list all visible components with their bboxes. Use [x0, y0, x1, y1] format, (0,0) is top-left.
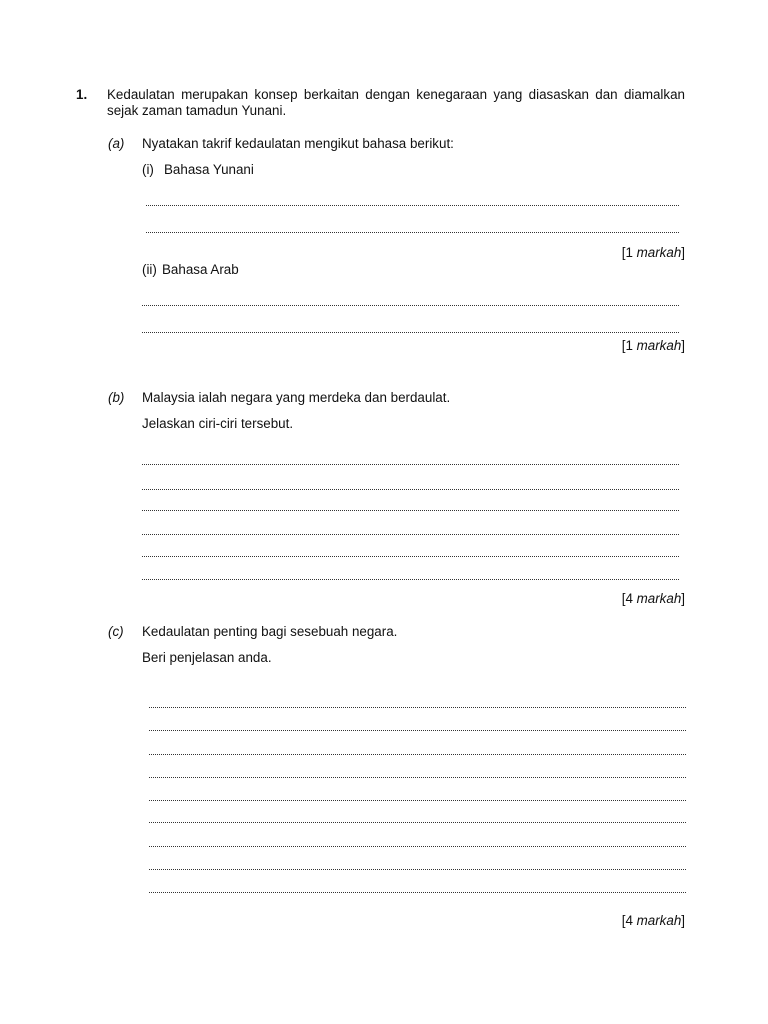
answer-line-b-1[interactable]: [142, 464, 679, 465]
sub-i-label: (i): [142, 162, 154, 177]
answer-line-b-6[interactable]: [142, 579, 679, 580]
marks-c: [4 markah]: [621, 913, 685, 928]
answer-line-c-1[interactable]: [149, 707, 686, 708]
part-a-prompt: Nyatakan takrif kedaulatan mengikut bahasa berikut:: [142, 136, 454, 151]
answer-line-c-7[interactable]: [149, 846, 686, 847]
question-number: 1.: [76, 87, 88, 102]
answer-line-a-ii-2[interactable]: [142, 332, 679, 333]
part-a-label: (a): [108, 136, 125, 151]
sub-i-text: Bahasa Yunani: [164, 162, 254, 177]
answer-line-c-5[interactable]: [149, 800, 686, 801]
answer-line-b-2[interactable]: [142, 489, 679, 490]
part-b-prompt: Malaysia ialah negara yang merdeka dan berdaulat.: [142, 390, 451, 405]
answer-line-a-i-2[interactable]: [146, 232, 679, 233]
part-c-prompt: Kedaulatan penting bagi sesebuah negara.: [142, 624, 398, 639]
marks-a-i: [1 markah]: [621, 245, 685, 260]
answer-line-a-ii-1[interactable]: [142, 305, 679, 306]
part-b-instruction: Jelaskan ciri-ciri tersebut.: [142, 416, 294, 431]
part-c-instruction: Beri penjelasan anda.: [142, 650, 272, 665]
answer-line-c-4[interactable]: [149, 777, 686, 778]
answer-line-c-6[interactable]: [149, 822, 686, 823]
part-c-label: (c): [108, 624, 124, 639]
marks-a-ii: [1 markah]: [621, 338, 685, 353]
answer-line-c-3[interactable]: [149, 754, 686, 755]
question-stem: Kedaulatan merupakan konsep berkaitan dengan kenegaraan yang diasaskan dan diamalkan sejak zaman tamadun Yunani.: [107, 87, 685, 118]
answer-line-a-i-1[interactable]: [146, 205, 679, 206]
answer-line-c-9[interactable]: [149, 892, 686, 893]
answer-line-b-5[interactable]: [142, 556, 679, 557]
marks-b: [4 markah]: [621, 591, 685, 606]
answer-line-c-2[interactable]: [149, 730, 686, 731]
sub-ii-label: (ii): [142, 262, 157, 277]
part-b-label: (b): [108, 390, 125, 405]
answer-line-c-8[interactable]: [149, 869, 686, 870]
sub-ii-text: Bahasa Arab: [162, 262, 239, 277]
answer-line-b-3[interactable]: [142, 510, 679, 511]
answer-line-b-4[interactable]: [142, 534, 679, 535]
